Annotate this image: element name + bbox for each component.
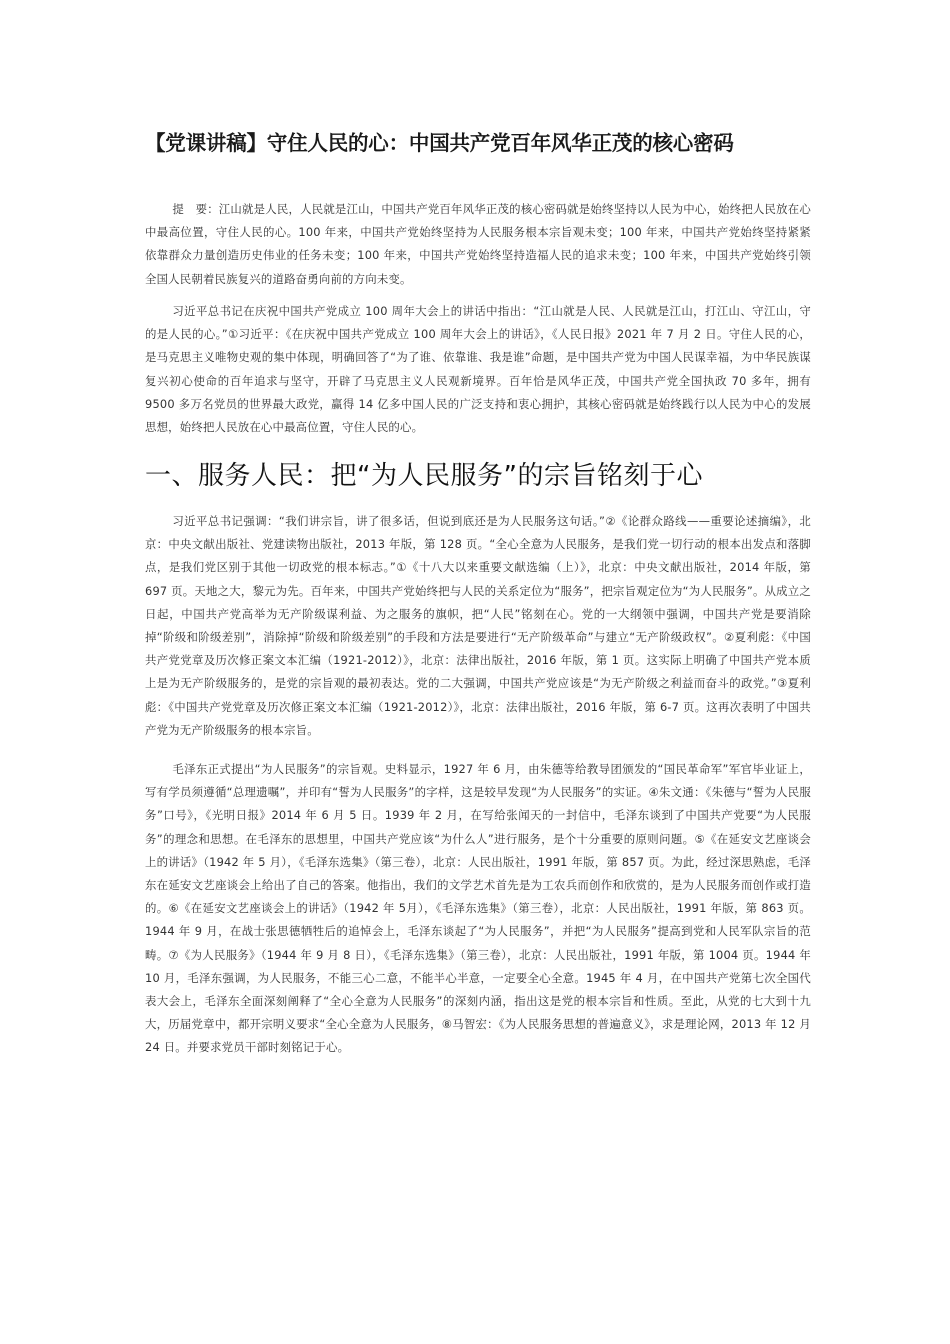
section-heading: 一、服务人民：把“为人民服务”的宗旨铭刻于心 — [145, 461, 703, 491]
section-paragraph-1: 习近平总书记强调：“我们讲宗旨，讲了很多话，但说到底还是为人民服务这句话。”②《论群众路线——重要论述摘编》，北京：中央文献出版社、党建读物出版社，2013 年版，第 128 页。“全心全意为人民服务，是我们党一切行动的根本出发点和落脚点，是我们党区别于其他一切政党的根本标志。”①《十八大以来重要文献选编（上）》，北京：中央文献出版社，2014 年版，第 697 页。天地之大，黎元为先。百年来，中国共产党始终把与人民的关系定位为“服务”，把宗旨观定位为“为人民服务”。从成立之日起，中国共产党高举为无产阶级谋利益、为之服务的旗帜，把“人民”铭刻在心。党的一大纲领中强调，中国共产党是要消除掉“阶级和阶级差别”，消除掉“阶级和阶级差别”的手段和方法是要进行“无产阶级革命”与建立“无产阶级政权”。②夏利彪：《中国共产党党章及历次修正案文本汇编（1921-2012）》，北京：法律出版社，2016 年版，第 1 页。这实际上明确了中国共产党本质上是为无产阶级服务的，是党的宗旨观的最初表达。党的二大强调，中国共产党应该是“为无产阶级之利益而奋斗的政党。”③夏利彪：《中国共产党党章及历次修正案文本汇编（1921-2012）》，北京：法律出版社，2016 年版，第 6-7 页。这再次表明了中国共产党为无产阶级服务的根本宗旨。 — [145, 514, 811, 737]
section-paragraph-2: 毛泽东正式提出“为人民服务”的宗旨观。史料显示，1927 年 6 月，由朱德等给教导团颁发的“国民革命军”军官毕业证上，写有学员须遵循“总理遗嘱”，并印有“誓为人民服务”的字样，这是较早发现“为人民服务”的实证。④朱文通：《朱德与“誓为人民服务”口号》，《光明日报》2014 年 6 月 5 日。1939 年 2 月，在写给张闻天的一封信中，毛泽东谈到了中国共产党要“为人民服务”的理念和思想。在毛泽东的思想里，中国共产党应该“为什么人”进行服务，是个十分重要的原则问题。⑤《在延安文艺座谈会上的讲话》（1942 年 5 月），《毛泽东选集》（第三卷），北京：人民出版社，1991 年版，第 857 页。为此，经过深思熟虑，毛泽东在延安文艺座谈会上给出了自己的答案。他指出，我们的文学艺术首先是为工农兵而创作和欣赏的，是为人民服务而创作或打造的。⑥《在延安文艺座谈会上的讲话》（1942 年 5月），《毛泽东选集》（第三卷），北京：人民出版社，1991 年版，第 863 页。1944 年 9 月，在战士张思德牺牲后的追悼会上，毛泽东谈起了“为人民服务”，并把“为人民服务”提高到党和人民军队宗旨的范畴。⑦《为人民服务》（1944 年 9 月 8 日），《毛泽东选集》（第三卷），北京：人民出版社，1991 年版，第 1004 页。1944 年 10 月，毛泽东强调，为人民服务，不能三心二意，不能半心半意，一定要全心全意。1945 年 4 月，在中国共产党第七次全国代表大会上，毛泽东全面深刻阐释了“全心全意为人民服务”的深刻内涵，指出这是党的根本宗旨和性质。至此，从党的七大到十九大，历届党章中，都开宗明义要求“全心全意为人民服务，⑧马智宏：《为人民服务思想的普遍意义》，求是理论网，2013 年 12 月 24 日。并要求党员干部时刻铭记于心。 — [145, 762, 811, 1055]
intro-paragraph: 习近平总书记在庆祝中国共产党成立 100 周年大会上的讲话中指出：“江山就是人民、人民就是江山，打江山、守江山，守的是人民的心。”①习近平：《在庆祝中国共产党成立 100 周年大会上的讲话》，《人民日报》2021 年 7 月 2 日。守住人民的心，是马克思主义唯物史观的集中体现，明确回答了“为了谁、依靠谁、我是谁”命题，是中国共产党为中国人民谋幸福，为中华民族谋复兴初心使命的百年追求与坚守，开辟了马克思主义人民观新境界。百年恰是风华正茂，中国共产党全国执政 70 多年，拥有 9500 多万名党员的世界最大政党，赢得 14 亿多中国人民的广泛支持和衷心拥护，其核心密码就是始终践行以人民为中心的发展思想，始终把人民放在心中最高位置，守住人民的心。 — [145, 304, 811, 435]
abstract-paragraph: 提 要：江山就是人民，人民就是江山，中国共产党百年风华正茂的核心密码就是始终坚持以人民为中心，始终把人民放在心中最高位置，守住人民的心。100 年来，中国共产党始终坚持为人民服务根本宗旨观未变；100 年来，中国共产党始终坚持紧紧依靠群众力量创造历史伟业的任务未变；100 年来，中国共产党始终坚持造福人民的追求未变；100 年来，中国共产党始终引领全国人民朝着民族复兴的道路奋勇向前的方向未变。 — [145, 202, 811, 286]
document-title: 【党课讲稿】守住人民的心：中国共产党百年风华正茂的核心密码 — [145, 131, 734, 155]
